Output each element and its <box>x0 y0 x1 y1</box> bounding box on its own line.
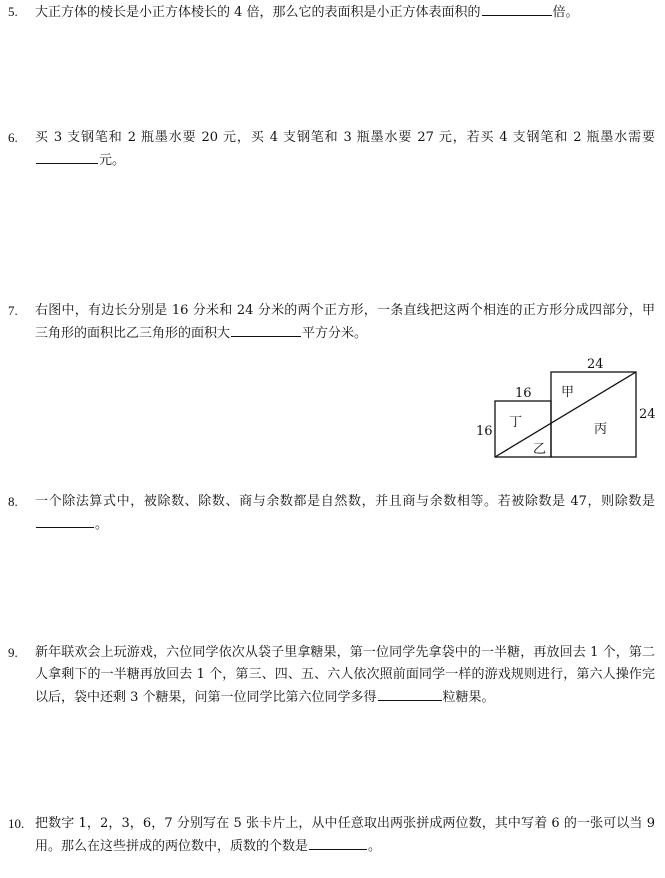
question-number: 9. <box>8 645 18 660</box>
answer-blank[interactable] <box>309 835 367 850</box>
answer-blank[interactable] <box>36 149 98 164</box>
small-square-top-label: 16 <box>515 386 532 401</box>
question-text-after: 粒糖果。 <box>442 690 495 705</box>
question-text-after: 平方分米。 <box>302 326 368 341</box>
question-text-after: 倍。 <box>552 5 579 20</box>
question-text-after: 。 <box>368 839 382 854</box>
question-text <box>35 491 655 536</box>
question-text-after: 元。 <box>99 153 126 168</box>
answer-blank[interactable] <box>231 322 301 337</box>
region-jia-label: 甲 <box>561 385 575 400</box>
question-number: 7. <box>8 303 18 318</box>
question-text-before: 一个除法算式中，被除数、除数、商与余数都是自然数，并且商与余数相等。若被除数是 47，则除数是 <box>35 494 655 509</box>
question-text-before: 新年联欢会上玩游戏，六位同学依次从袋子里拿糖果，第一位同学先拿袋中的一半糖，再放回去 1 个，第二人拿剩下的一半糖再放回去 1 个，第三、四、五、六人依次照前面同学一样的游戏规则进行，第六人操作完以后，袋中还剩 3 个糖果，问第一位同学比第六位同学多得 <box>35 645 655 705</box>
question-text-before: 右图中，有边长分别是 16 分米和 24 分米的两个正方形，一条直线把这两个相连的正方形分成四部分，甲三角形的面积比乙三角形的面积大 <box>35 303 655 341</box>
answer-blank[interactable] <box>36 513 94 528</box>
question-text <box>35 813 655 858</box>
region-yi-label: 乙 <box>533 442 547 457</box>
question-text-before: 买 3 支钢笔和 2 瓶墨水要 20 元，买 4 支钢笔和 3 瓶墨水要 27 元，若买 4 支钢笔和 2 瓶墨水需要 <box>35 130 655 145</box>
question-number: 8. <box>8 494 18 509</box>
question-text <box>35 1 655 24</box>
answer-blank[interactable] <box>482 1 552 16</box>
small-square-left-label: 16 <box>476 424 493 439</box>
question-number: 6. <box>8 130 18 145</box>
question-text-after: 。 <box>95 517 109 532</box>
question-number: 5. <box>8 4 18 19</box>
question-text <box>35 642 655 709</box>
big-square-right-label: 24 <box>639 407 656 422</box>
question-text <box>35 300 655 345</box>
big-square-top-label: 24 <box>587 357 604 372</box>
region-ding-label: 丁 <box>509 415 523 430</box>
region-bing-label: 丙 <box>594 422 608 437</box>
question-text <box>35 127 655 172</box>
two-squares-figure <box>470 350 660 465</box>
question-text-before: 大正方体的棱长是小正方体棱长的 4 倍，那么它的表面积是小正方体表面积的 <box>35 5 481 20</box>
question-number: 10. <box>8 816 25 831</box>
answer-blank[interactable] <box>378 686 442 701</box>
question-text-before: 把数字 1，2，3，6，7 分别写在 5 张卡片上，从中任意取出两张拼成两位数，其中写着 6 的一张可以当 9 用。那么在这些拼成的两位数中，质数的个数是 <box>35 816 655 854</box>
